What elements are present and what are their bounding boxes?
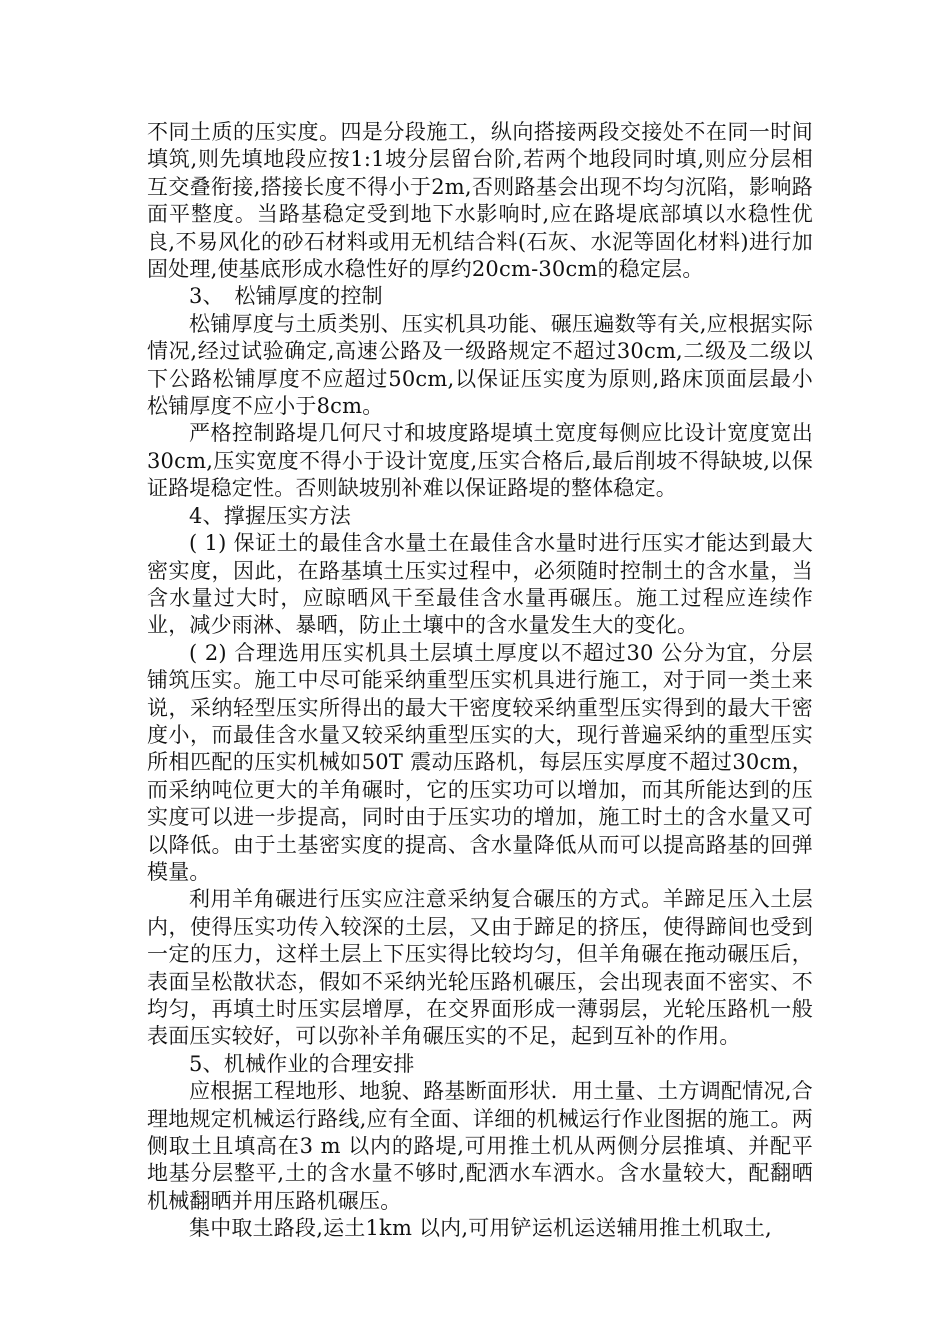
document-body xyxy=(147,119,813,1243)
paragraph-compaction-segments: 不同土质的压实度。四是分段施工，纵向搭接两段交接处不在同一时间填筑,则先填地段应按1:1坡分层留台阶,若两个地段同时填,则应分层相互交叠衔接,搭接长度不得小于2m,否则路基会出现不均匀沉陷，影响路面平整度。当路基稳定受到地下水影响时,应在路堤底部填以水稳性优良,不易风化的砂石材料或用无机结合料(石灰、水泥等固化材料)进行加固处理,使基底形成水稳性好的厚约20cm-30cm的稳定层。 xyxy=(147,120,813,282)
heading-compaction-method: 4、撑握压实方法 xyxy=(189,503,351,528)
heading-loose-thickness-control: 3、 松铺厚度的控制 xyxy=(189,284,383,309)
paragraph-compaction-machinery: ( 2) 合理选用压实机具土层填土厚度以不超过30 公分为宜，分层铺筑压实。施工中尽可能采纳重型压实机具进行施工，对于同一类土来说，采纳轻型压实所得出的最大干密度较采纳重型压实得到的最大干密度小，而最佳含水量又较采纳重型压实的大，现行普遍采纳的重型压实所相匹配的压实机械如50T 震动压路机，每层压实厚度不超过30cm，而采纳吨位更大的羊角碾时，它的压实功可以增加，而其所能达到的压实度可以进一步提高，同时由于压实功的增加，施工时土的含水量又可以降低。由于土基密实度的提高、含水量降低从而可以提高路基的回弹模量。 xyxy=(147,640,813,884)
paragraph-sheepsfoot-roller: 利用羊角碾进行压实应注意采纳复合碾压的方式。羊蹄足压入土层内，使得压实功传入较深的土层，又由于蹄足的挤压，使得蹄间也受到一定的压力，这样土层上下压实得比较均匀，但羊角碾在拖动碾压后，表面呈松散状态，假如不采纳光轮压路机碾压，会出现表面不密实、不均匀，再填土时压实层增厚，在交界面形成一薄弱层，光轮压路机一般表面压实较好，可以弥补羊角碾压实的不足，起到互补的作用。 xyxy=(147,887,813,1049)
paragraph-machine-routes: 应根据工程地形、地貌、路基断面形状．用土量、土方调配情况,合理地规定机械运行路线,应有全面、详细的机械运行作业图据的施工。两侧取土且填高在3 m 以内的路堤,可用推土机从两侧分层推填、并配平地基分层整平,土的含水量不够时,配洒水车洒水。含水量较大，配翻晒机械翻晒并用压路机碾压。 xyxy=(147,1079,813,1213)
paragraph-loose-thickness: 松铺厚度与土质类别、压实机具功能、碾压遍数等有关,应根据实际情况,经过试验确定,高速公路及一级路规定不超过30cm,二级及二级以下公路松铺厚度不应超过50cm,以保证压实度为原则,路床顶面层最小松铺厚度不应小于8cm。 xyxy=(147,311,813,419)
paragraph-embankment-geometry: 严格控制路堤几何尺寸和坡度路堤填土宽度每侧应比设计宽度宽出30cm,压实宽度不得小于设计宽度,压实合格后,最后削坡不得缺坡,以保证路堤稳定性。否则缺坡别补难以保证路堤的整体稳定。 xyxy=(147,421,813,501)
paragraph-optimal-moisture: ( 1) 保证土的最佳含水量土在最佳含水量时进行压实才能达到最大密实度，因此，在路基填土压实过程中，必须随时控制土的含水量，当含水量过大时，应晾晒风干至最佳含水量再碾压。施工过程应连续作业，减少雨淋、暴晒，防止土壤中的含水量发生大的变化。 xyxy=(147,531,813,638)
paragraph-concentrated-borrow: 集中取土路段,运土1km 以内,可用铲运机运送辅用推土机取土, xyxy=(189,1216,772,1241)
heading-machine-arrangement: 5、机械作业的合理安排 xyxy=(189,1051,415,1076)
